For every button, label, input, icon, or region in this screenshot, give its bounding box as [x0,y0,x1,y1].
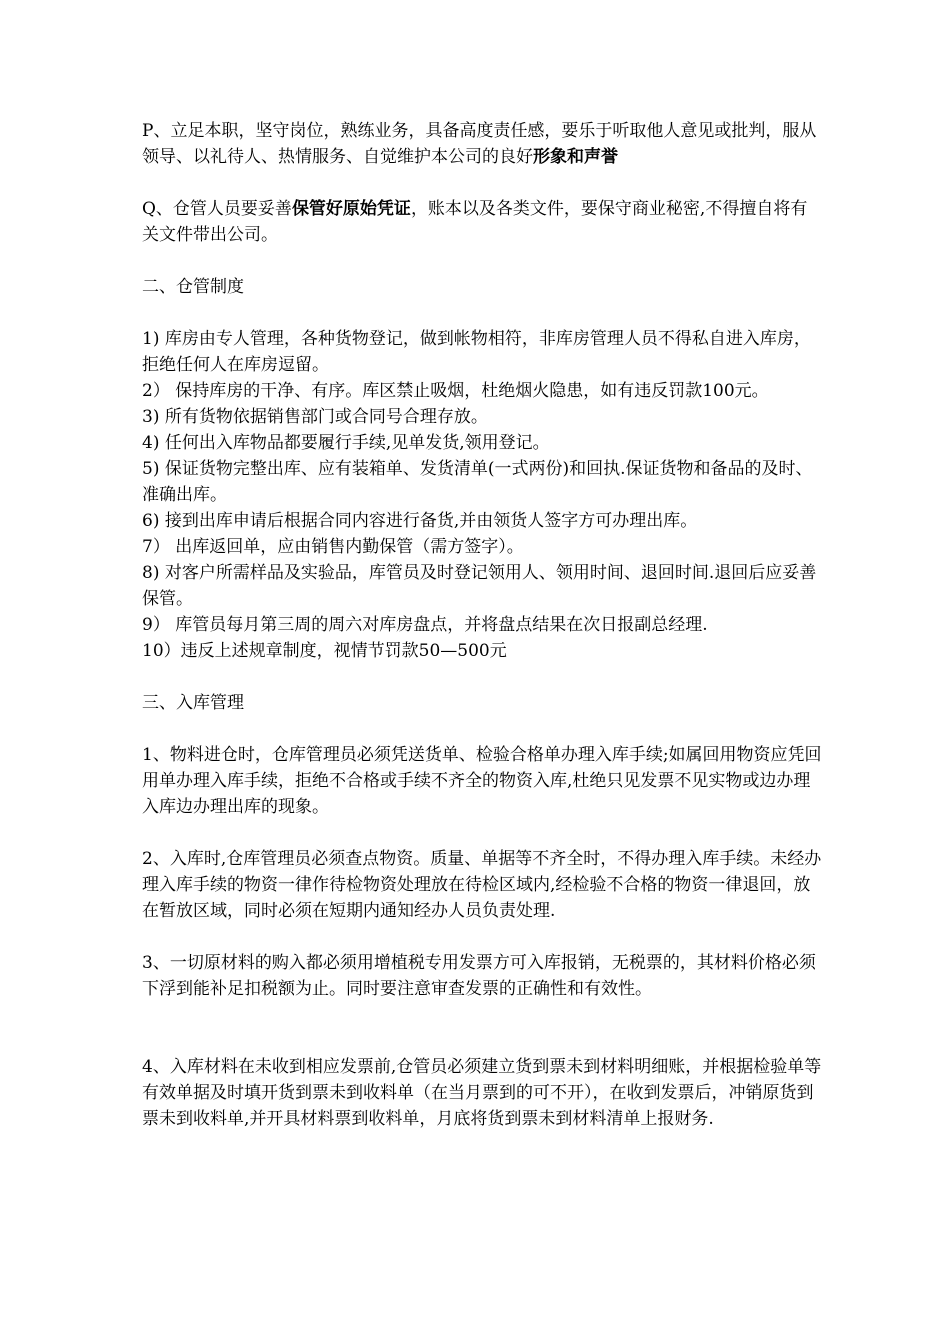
document-page [142,118,822,1158]
inbound-paragraph-3: 3、一切原材料的购入都必须用增植税专用发票方可入库报销，无税票的，其材料价格必须下浮到能补足扣税额为止。同时要注意审查发票的正确性和有效性。 [142,953,816,999]
paragraph-q-post: ，账本以及各类文件，要保守商业秘密,不得擅自将有关文件带出公司。 [142,199,808,245]
inbound-paragraph-1: 1、物料进仓时，仓库管理员必须凭送货单、检验合格单办理入库手续;如属回用物资应凭回用单办理入库手续，拒绝不合格或手续不齐全的物资入库,杜绝只见发票不见实物或边办理入库边办理出库的现象。 [142,745,822,817]
rule-item-7: 7） 出库返回单，应由销售内勤保管（需方签字）。 [142,537,524,557]
rule-item-6: 6) 接到出库申请后根据合同内容进行备货,并由领货人签字方可办理出库。 [142,511,698,531]
inbound-paragraph-4: 4、入库材料在未收到相应发票前,仓管员必须建立货到票未到材料明细账，并根据检验单等有效单据及时填开货到票未到收料单（在当月票到的可不开），在收到发票后，冲销原货到票未到收料单,并开具材料票到收料单，月底将货到票未到材料清单上报财务. [142,1057,822,1129]
section-heading-inbound-management: 三、入库管理 [142,693,244,713]
section-heading-warehouse-rules: 二、仓管制度 [142,277,244,297]
inbound-paragraph-2: 2、入库时,仓库管理员必须查点物资。质量、单据等不齐全时，不得办理入库手续。未经办理入库手续的物资一律作待检物资处理放在待检区域内,经检验不合格的物资一律退回，放在暂放区域，同时必须在短期内通知经办人员负责处理. [142,849,822,921]
paragraph-q [142,196,822,248]
rule-item-4: 4) 任何出入库物品都要履行手续,见单发货,领用登记。 [142,433,550,453]
rule-item-5: 5) 保证货物完整出库、应有装箱单、发货清单(一式两份)和回执.保证货物和备品的及时、准确出库。 [142,459,813,505]
rule-item-8: 8) 对客户所需样品及实验品，库管员及时登记领用人、领用时间、退回时间.退回后应妥善保管。 [142,563,817,609]
rule-item-9: 9） 库管员每月第三周的周六对库房盘点，并将盘点结果在次日报副总经理. [142,615,708,635]
rule-item-1: 1) 库房由专人管理，各种货物登记，做到帐物相符，非库房管理人员不得私自进入库房，拒绝任何人在库房逗留。 [142,329,811,375]
rule-item-10: 10）违反上述规章制度，视情节罚款50—500元 [142,641,507,661]
rule-item-3: 3) 所有货物依据销售部门或合同号合理存放。 [142,407,488,427]
paragraph-p-text: P、立足本职，坚守岗位，熟练业务，具备高度责任感，要乐于听取他人意见或批判，服从领导、以礼待人、热情服务、自觉维护本公司的良好 [142,121,817,167]
paragraph-q-pre: Q、仓管人员要妥善 [142,199,292,219]
paragraph-q-bold: 保管好原始凭证 [291,199,411,219]
paragraph-p-bold: 形象和声誉 [533,147,618,167]
rule-item-2: 2） 保持库房的干净、有序。库区禁止吸烟，杜绝烟火隐患，如有违反罚款100元。 [142,381,769,401]
paragraph-p [142,118,822,170]
warehouse-rules-list [142,326,822,664]
